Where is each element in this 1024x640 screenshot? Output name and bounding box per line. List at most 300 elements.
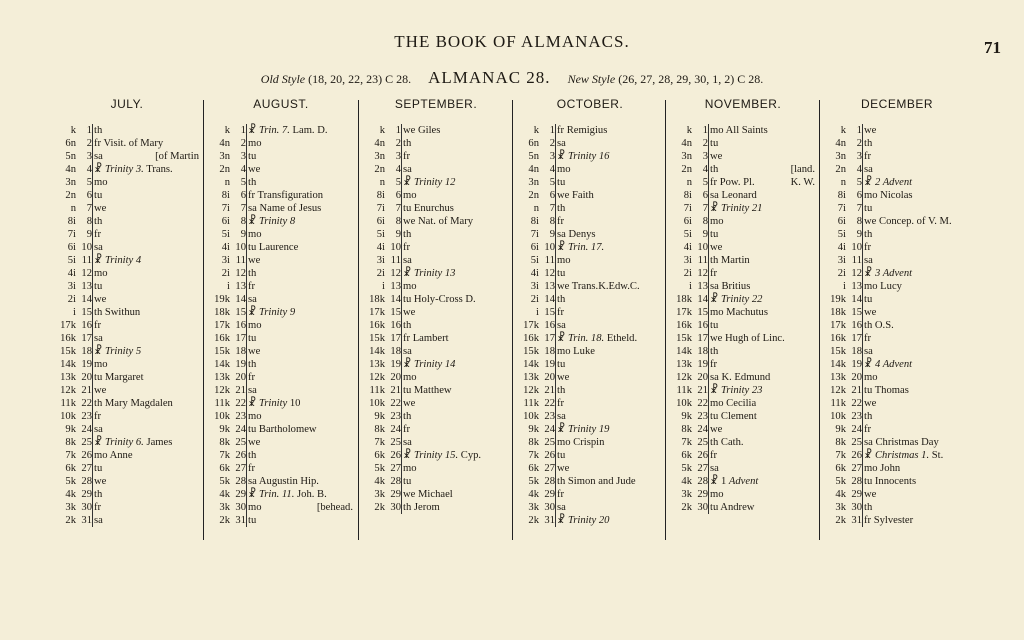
day-row [206,449,353,462]
golden-letter: 7i [837,203,846,214]
row-rule [555,449,556,462]
day-number: 21 [390,385,401,396]
day-number: 6 [549,190,555,201]
row-rule [246,228,247,241]
golden-letter: 6n [528,138,539,149]
row-rule [555,202,556,215]
row-rule [862,397,863,410]
row-rule [862,462,863,475]
golden-letter: 2n [835,164,846,175]
day-row [822,241,969,254]
golden-letter: n [70,203,76,214]
day-row [361,488,508,501]
row-rule [862,345,863,358]
day-entry: ☧ Trinity 3. Trans. [94,164,173,175]
day-entry: ☧ Christmas 1. St. [864,450,944,461]
day-row [668,124,815,137]
day-entry: ☧ Trinity 23 [710,385,763,396]
golden-letter: 13k [676,359,692,370]
golden-letter: 5k [681,463,692,474]
day-number: 5 [856,177,862,188]
day-row [515,410,662,423]
day-number: 18 [81,346,92,357]
day-entry: th [557,385,566,396]
golden-letter: 18k [369,294,385,305]
day-entry: sa [864,164,873,175]
day-number: 10 [544,242,555,253]
day-number: 21 [851,385,862,396]
golden-letter: 4i [683,242,692,253]
day-row [515,163,662,176]
day-number: 14 [851,294,862,305]
day-number: 6 [856,190,862,201]
golden-letter: 8k [65,437,76,448]
column-divider [819,100,820,540]
day-row [361,397,508,410]
golden-letter: 6k [835,463,846,474]
row-rule [401,488,402,501]
day-entry: fr Lambert [403,333,449,344]
day-number: 4 [86,164,92,175]
day-row [52,150,199,163]
row-rule [708,306,709,319]
row-rule [246,306,247,319]
day-row [668,371,815,384]
day-entry: ☧ Trinity 14 [403,359,456,370]
day-row [52,410,199,423]
day-row [206,514,353,527]
day-entry: tu [248,151,257,162]
day-number: 16 [390,320,401,331]
day-entry: mo Cecilia [710,398,757,409]
day-row [668,345,815,358]
golden-letter: 3k [374,489,385,500]
day-entry: tu [94,190,103,201]
day-number: 10 [697,242,708,253]
golden-letter: 8k [835,437,846,448]
day-number: 11 [851,255,862,266]
day-entry: fr Visit. of Mary [94,138,164,149]
day-number: 10 [235,242,246,253]
row-rule [862,293,863,306]
day-row [515,254,662,267]
day-row [822,319,969,332]
row-rule [246,345,247,358]
golden-letter: 4k [219,489,230,500]
row-rule [246,488,247,501]
month-heading: AUGUST. [253,97,309,111]
day-row [822,436,969,449]
day-row [206,436,353,449]
column-divider [203,100,204,540]
day-row [515,150,662,163]
row-rule [92,202,93,215]
day-entry: ☧ Trin. 18. Etheld. [557,333,638,344]
day-row [822,124,969,137]
day-row [822,254,969,267]
day-number: 24 [81,424,92,435]
row-rule [92,306,93,319]
row-rule [708,202,709,215]
day-row [668,358,815,371]
golden-letter: 6k [65,463,76,474]
day-entry: fr [403,424,411,435]
ichthus-icon: ☧ [248,398,259,409]
day-entry: mo [710,216,724,227]
row-rule [246,215,247,228]
day-entry: tu Andrew [710,502,755,513]
golden-letter: 11k [214,398,230,409]
ichthus-icon: ☧ [248,489,259,500]
golden-letter: n [840,177,846,188]
day-entry: th [864,229,873,240]
day-entry: we [94,203,107,214]
day-entry: fr [557,489,565,500]
row-rule [862,475,863,488]
row-rule [708,358,709,371]
golden-letter: 13k [830,372,846,383]
row-rule [555,358,556,371]
day-number: 1 [395,125,401,136]
row-rule [92,449,93,462]
day-row [361,202,508,215]
day-row [668,150,815,163]
day-number: 6 [240,190,246,201]
row-rule [92,514,93,527]
golden-letter: 4n [835,138,846,149]
day-row [668,449,815,462]
day-entry: fr [557,307,565,318]
day-row [52,384,199,397]
golden-letter: 5n [65,151,76,162]
day-entry: we [864,489,877,500]
day-row [206,475,353,488]
day-number: 21 [235,385,246,396]
golden-letter: 3i [837,255,846,266]
day-number: 4 [395,164,401,175]
row-rule [708,163,709,176]
day-entry: sa [403,346,412,357]
day-row [206,462,353,475]
golden-letter: 14k [60,359,76,370]
golden-letter: 3k [528,502,539,513]
day-number: 26 [81,450,92,461]
day-entry: fr [710,268,718,279]
day-row [822,462,969,475]
golden-letter: 9k [65,424,76,435]
row-rule [555,436,556,449]
row-rule [862,189,863,202]
day-entry: mo [557,164,571,175]
golden-letter: 14k [369,346,385,357]
row-rule [246,280,247,293]
day-number: 4 [702,164,708,175]
golden-letter: 7k [65,450,76,461]
golden-letter: 3k [681,489,692,500]
day-number: 20 [697,372,708,383]
day-entry: th [403,411,412,422]
day-number: 24 [851,424,862,435]
day-row [515,280,662,293]
day-entry: mo [94,359,108,370]
day-row [52,436,199,449]
day-number: 7 [702,203,708,214]
golden-letter: 16k [523,333,539,344]
day-row [515,384,662,397]
row-rule [92,475,93,488]
day-entry: tu [557,268,566,279]
day-entry: mo [403,190,417,201]
row-rule [555,384,556,397]
day-number: 30 [235,502,246,513]
day-row [206,371,353,384]
day-number: 25 [235,437,246,448]
row-rule [92,488,93,501]
day-row [361,163,508,176]
golden-letter: 7i [221,203,230,214]
day-entry: th [557,203,566,214]
day-entry: fr [94,320,102,331]
day-number: 28 [390,476,401,487]
golden-letter: 17k [60,320,76,331]
row-rule [246,371,247,384]
golden-letter: 16k [830,333,846,344]
day-entry: ☧ Trinity 4 [94,255,142,266]
day-number: 1 [549,125,555,136]
day-entry: tu Enurchus [403,203,454,214]
day-row [668,163,815,176]
golden-letter: 11k [830,398,846,409]
day-row [52,202,199,215]
day-entry: we Trans.K.Edw.C. [557,281,640,292]
day-entry: sa [94,151,103,162]
day-number: 27 [390,463,401,474]
day-row [52,306,199,319]
golden-letter: 9k [835,424,846,435]
day-row [668,137,815,150]
day-entry: mo [94,268,108,279]
day-entry: tu Innocents [864,476,917,487]
day-entry: ☧ Trinity 16 [557,151,610,162]
day-entry: th Swithun [94,307,141,318]
day-row [822,202,969,215]
golden-letter: 5i [683,229,692,240]
golden-letter: 11k [369,385,385,396]
day-entry: th [864,138,873,149]
row-rule [555,306,556,319]
day-number: 2 [549,138,555,149]
day-number: 13 [390,281,401,292]
day-row [52,332,199,345]
month-heading: DECEMBER [860,97,933,111]
row-rule [401,306,402,319]
day-entry: tu Thomas [864,385,909,396]
row-rule [555,319,556,332]
day-entry: we [94,294,107,305]
day-entry: fr [403,242,411,253]
day-number: 23 [390,411,401,422]
row-rule [92,280,93,293]
day-entry: tu [864,203,873,214]
day-row [206,150,353,163]
golden-letter: 6i [530,242,539,253]
golden-letter: 7i [530,229,539,240]
golden-letter: 4i [221,242,230,253]
day-row [822,384,969,397]
row-rule [246,332,247,345]
day-row [206,501,353,514]
golden-letter: 8k [219,437,230,448]
entry-continuation: [behead. [316,502,353,513]
row-rule [708,137,709,150]
golden-letter: 5i [530,255,539,266]
day-row [668,241,815,254]
row-rule [246,514,247,527]
day-number: 21 [697,385,708,396]
golden-letter: 13k [214,372,230,383]
day-row [206,124,353,137]
ichthus-icon: ☧ [557,333,568,344]
day-row [206,397,353,410]
day-entry: th [248,359,257,370]
row-rule [862,215,863,228]
row-rule [555,514,556,527]
month-column [668,124,815,514]
day-row [822,332,969,345]
golden-letter: 14k [523,359,539,370]
day-row [822,215,969,228]
day-row [668,501,815,514]
day-entry: ☧ 3 Advent [864,268,913,279]
day-row [206,384,353,397]
row-rule [862,436,863,449]
row-rule [92,228,93,241]
row-rule [555,176,556,189]
day-number: 23 [544,411,555,422]
month-heading: JULY. [110,97,144,111]
day-number: 7 [395,203,401,214]
golden-letter: 18k [830,307,846,318]
day-row [668,462,815,475]
row-rule [401,397,402,410]
day-entry: sa [403,255,412,266]
day-row [52,163,199,176]
day-number: 19 [235,359,246,370]
golden-letter: 7k [528,450,539,461]
day-number: 31 [544,515,555,526]
row-rule [401,176,402,189]
day-entry: sa Augustin Hip. [248,476,319,487]
old-style-values: (18, 20, 22, 23) C 28. [308,72,412,86]
golden-letter: 2n [65,190,76,201]
golden-letter: 6n [65,138,76,149]
golden-letter: 6i [376,216,385,227]
day-number: 6 [702,190,708,201]
day-number: 25 [390,437,401,448]
day-entry: th [248,450,257,461]
row-rule [92,423,93,436]
row-rule [555,293,556,306]
row-rule [401,475,402,488]
row-rule [92,384,93,397]
row-rule [555,488,556,501]
day-row [52,371,199,384]
day-row [822,306,969,319]
row-rule [92,293,93,306]
row-rule [708,475,709,488]
golden-letter: 8i [683,190,692,201]
day-number: 16 [851,320,862,331]
day-entry: we Nat. of Mary [403,216,474,227]
golden-letter: 17k [369,307,385,318]
row-rule [862,150,863,163]
golden-letter: 4i [67,268,76,279]
day-entry: fr [248,463,256,474]
day-row [822,293,969,306]
day-number: 1 [86,125,92,136]
golden-letter: 4n [528,164,539,175]
row-rule [401,436,402,449]
day-entry: th [403,229,412,240]
almanac-subtitle [0,68,1024,88]
day-entry: th [248,177,257,188]
day-row [515,293,662,306]
row-rule [92,397,93,410]
row-rule [555,241,556,254]
day-entry: we Hugh of Linc. [710,333,785,344]
day-entry: th [94,216,103,227]
golden-letter: k [379,125,385,136]
row-rule [555,501,556,514]
golden-letter: 4n [219,138,230,149]
day-entry: sa [864,255,873,266]
day-number: 26 [390,450,401,461]
day-entry: mo Nicolas [864,190,913,201]
month-heading: NOVEMBER. [704,97,782,111]
row-rule [708,423,709,436]
day-entry: tu Holy-Cross D. [403,294,476,305]
golden-letter: 10k [369,398,385,409]
day-entry: fr Sylvester [864,515,914,526]
day-row [361,410,508,423]
day-entry: we [710,151,723,162]
golden-letter: 4i [530,268,539,279]
day-number: 14 [235,294,246,305]
row-rule [92,189,93,202]
day-number: 27 [81,463,92,474]
day-number: 28 [81,476,92,487]
day-entry: th [403,320,412,331]
day-row [668,397,815,410]
golden-letter: 12k [523,385,539,396]
golden-letter: 4k [835,489,846,500]
day-row [515,488,662,501]
day-number: 30 [697,502,708,513]
ichthus-icon: ☧ [864,268,875,279]
day-number: 3 [240,151,246,162]
day-entry: we [710,424,723,435]
day-row [822,137,969,150]
golden-letter: 2i [376,268,385,279]
row-rule [401,449,402,462]
row-rule [401,228,402,241]
golden-letter: 3n [65,177,76,188]
day-row [52,423,199,436]
day-row [52,462,199,475]
row-rule [555,150,556,163]
ichthus-icon: ☧ [94,346,105,357]
row-rule [401,319,402,332]
